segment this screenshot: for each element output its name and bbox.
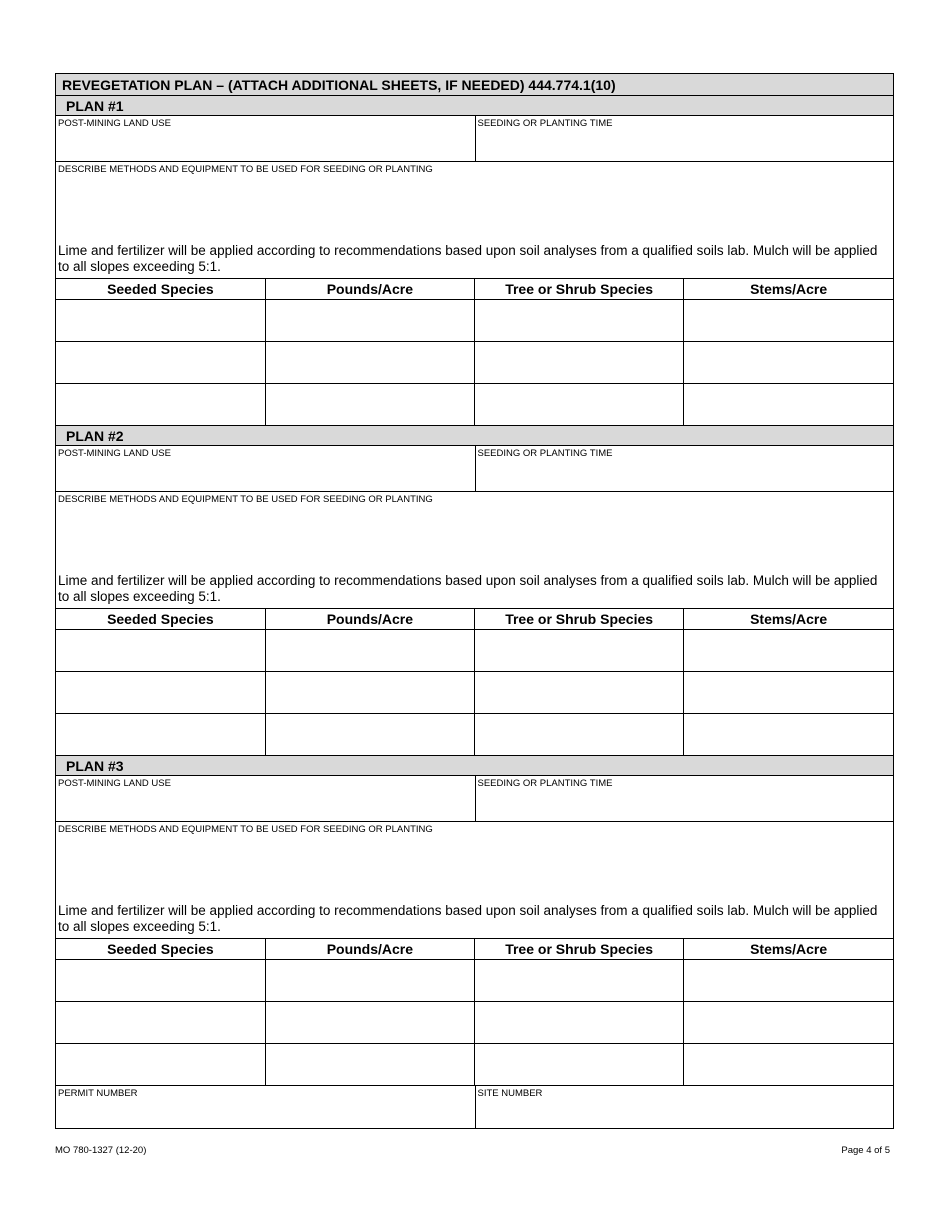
post-mining-land-use-field[interactable] bbox=[56, 116, 475, 161]
table-cell[interactable] bbox=[265, 342, 474, 384]
table-cell[interactable] bbox=[56, 384, 265, 426]
table-cell[interactable] bbox=[475, 960, 684, 1002]
species-table bbox=[56, 279, 893, 426]
methods-field[interactable] bbox=[56, 822, 893, 903]
table-row bbox=[56, 630, 893, 672]
field-label: SEEDING OR PLANTING TIME bbox=[477, 778, 613, 789]
table-cell[interactable] bbox=[56, 1044, 265, 1086]
table-row bbox=[56, 300, 893, 342]
table-cell[interactable] bbox=[684, 714, 893, 756]
col-pounds-acre: Pounds/Acre bbox=[265, 939, 474, 960]
seeding-time-field[interactable] bbox=[475, 446, 894, 491]
table-cell[interactable] bbox=[56, 342, 265, 384]
field-label: SEEDING OR PLANTING TIME bbox=[477, 448, 613, 459]
table-cell[interactable] bbox=[56, 1002, 265, 1044]
plan-header: PLAN #1 bbox=[56, 96, 893, 116]
table-cell[interactable] bbox=[475, 1002, 684, 1044]
field-label: SEEDING OR PLANTING TIME bbox=[477, 118, 613, 129]
table-row bbox=[56, 1044, 893, 1086]
table-cell[interactable] bbox=[265, 1044, 474, 1086]
table-cell[interactable] bbox=[56, 630, 265, 672]
field-label: DESCRIBE METHODS AND EQUIPMENT TO BE USED FOR SEEDING OR PLANTING bbox=[58, 164, 433, 175]
field-label: DESCRIBE METHODS AND EQUIPMENT TO BE USED FOR SEEDING OR PLANTING bbox=[58, 494, 433, 505]
revegetation-plan-form bbox=[55, 73, 894, 1129]
field-label: SITE NUMBER bbox=[477, 1088, 543, 1099]
field-label: PERMIT NUMBER bbox=[58, 1088, 138, 1099]
table-cell[interactable] bbox=[265, 384, 474, 426]
plan-header: PLAN #2 bbox=[56, 426, 893, 446]
table-cell[interactable] bbox=[56, 714, 265, 756]
plan-section-3 bbox=[56, 756, 893, 1086]
col-seeded-species: Seeded Species bbox=[56, 279, 265, 300]
table-cell[interactable] bbox=[684, 1002, 893, 1044]
form-title: REVEGETATION PLAN – (ATTACH ADDITIONAL SHEETS, IF NEEDED) 444.774.1(10) bbox=[56, 74, 893, 96]
permit-number-field[interactable] bbox=[56, 1086, 475, 1128]
table-cell[interactable] bbox=[684, 342, 893, 384]
table-cell[interactable] bbox=[475, 630, 684, 672]
table-cell[interactable] bbox=[684, 1044, 893, 1086]
seeding-time-field[interactable] bbox=[475, 116, 894, 161]
field-label: POST-MINING LAND USE bbox=[58, 448, 171, 459]
methods-field[interactable] bbox=[56, 492, 893, 573]
post-mining-land-use-field[interactable] bbox=[56, 446, 475, 491]
table-cell[interactable] bbox=[56, 300, 265, 342]
col-tree-shrub-species: Tree or Shrub Species bbox=[475, 279, 684, 300]
table-row bbox=[56, 672, 893, 714]
table-cell[interactable] bbox=[265, 1002, 474, 1044]
col-stems-acre: Stems/Acre bbox=[684, 939, 893, 960]
table-cell[interactable] bbox=[265, 714, 474, 756]
field-label: POST-MINING LAND USE bbox=[58, 778, 171, 789]
table-cell[interactable] bbox=[265, 630, 474, 672]
col-stems-acre: Stems/Acre bbox=[684, 279, 893, 300]
form-id: MO 780-1327 (12-20) bbox=[55, 1145, 147, 1156]
col-stems-acre: Stems/Acre bbox=[684, 609, 893, 630]
plan-section-1 bbox=[56, 96, 893, 426]
table-cell[interactable] bbox=[265, 672, 474, 714]
plan-section-2 bbox=[56, 426, 893, 756]
lime-fertilizer-note: Lime and fertilizer will be applied according to recommendations based upon soil analyses from a qualified soils lab. Mulch will be applied to all slopes exceeding 5:1. bbox=[56, 573, 893, 609]
table-row bbox=[56, 714, 893, 756]
table-cell[interactable] bbox=[56, 672, 265, 714]
table-cell[interactable] bbox=[56, 960, 265, 1002]
table-cell[interactable] bbox=[265, 960, 474, 1002]
col-seeded-species: Seeded Species bbox=[56, 609, 265, 630]
site-number-field[interactable] bbox=[475, 1086, 894, 1128]
lime-fertilizer-note: Lime and fertilizer will be applied according to recommendations based upon soil analyses from a qualified soils lab. Mulch will be applied to all slopes exceeding 5:1. bbox=[56, 903, 893, 939]
field-label: POST-MINING LAND USE bbox=[58, 118, 171, 129]
table-cell[interactable] bbox=[475, 672, 684, 714]
table-cell[interactable] bbox=[475, 1044, 684, 1086]
table-row bbox=[56, 384, 893, 426]
table-cell[interactable] bbox=[684, 384, 893, 426]
species-table bbox=[56, 939, 893, 1086]
col-pounds-acre: Pounds/Acre bbox=[265, 279, 474, 300]
table-row bbox=[56, 342, 893, 384]
table-cell[interactable] bbox=[684, 960, 893, 1002]
seeding-time-field[interactable] bbox=[475, 776, 894, 821]
table-cell[interactable] bbox=[475, 300, 684, 342]
table-cell[interactable] bbox=[475, 714, 684, 756]
post-mining-land-use-field[interactable] bbox=[56, 776, 475, 821]
table-cell[interactable] bbox=[684, 672, 893, 714]
table-cell[interactable] bbox=[684, 630, 893, 672]
table-cell[interactable] bbox=[265, 300, 474, 342]
table-cell[interactable] bbox=[684, 300, 893, 342]
table-row bbox=[56, 1002, 893, 1044]
table-cell[interactable] bbox=[475, 384, 684, 426]
col-pounds-acre: Pounds/Acre bbox=[265, 609, 474, 630]
species-table bbox=[56, 609, 893, 756]
field-label: DESCRIBE METHODS AND EQUIPMENT TO BE USED FOR SEEDING OR PLANTING bbox=[58, 824, 433, 835]
methods-field[interactable] bbox=[56, 162, 893, 243]
page-number: Page 4 of 5 bbox=[841, 1145, 890, 1156]
plan-header: PLAN #3 bbox=[56, 756, 893, 776]
col-tree-shrub-species: Tree or Shrub Species bbox=[475, 939, 684, 960]
table-row bbox=[56, 960, 893, 1002]
col-seeded-species: Seeded Species bbox=[56, 939, 265, 960]
col-tree-shrub-species: Tree or Shrub Species bbox=[475, 609, 684, 630]
lime-fertilizer-note: Lime and fertilizer will be applied according to recommendations based upon soil analyses from a qualified soils lab. Mulch will be applied to all slopes exceeding 5:1. bbox=[56, 243, 893, 279]
table-cell[interactable] bbox=[475, 342, 684, 384]
